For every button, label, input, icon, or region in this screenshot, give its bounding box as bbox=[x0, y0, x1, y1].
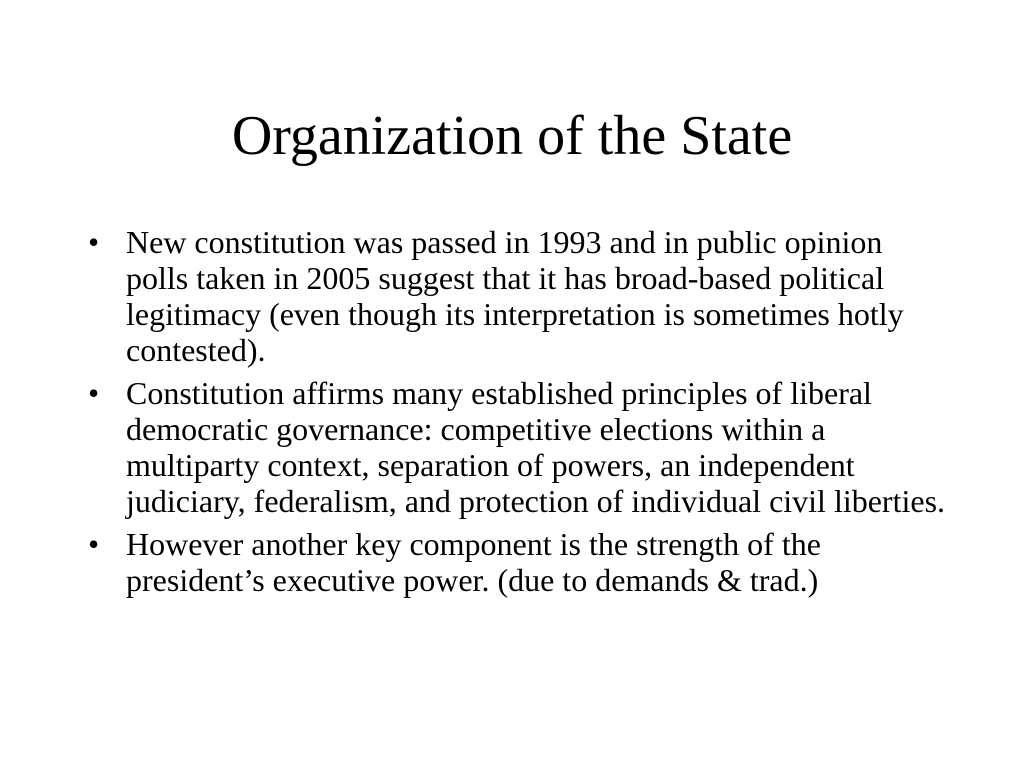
bullet-text: New constitution was passed in 1993 and in public opinion polls taken in 2005 suggest that it has broad-based political legitimacy (even though its interpretation is sometimes hotly contested). bbox=[126, 224, 904, 368]
bullet-text: However another key component is the strength of the president’s executive power. (due to demands & trad.) bbox=[126, 526, 821, 598]
slide-title: Organization of the State bbox=[231, 105, 793, 167]
bullet-list bbox=[86, 224, 946, 605]
bullet-dot-icon: • bbox=[88, 224, 100, 260]
bullet-item bbox=[86, 224, 946, 368]
bullet-dot-icon: • bbox=[88, 526, 100, 562]
bullet-item bbox=[86, 375, 946, 519]
bullet-dot-icon: • bbox=[88, 375, 100, 411]
bullet-text: Constitution affirms many established principles of liberal democratic governance: competitive elections within a multiparty context, separation of powers, an independent judiciary, federalism, and protection of individual civil liberties. bbox=[126, 375, 946, 519]
bullet-item bbox=[86, 526, 946, 598]
